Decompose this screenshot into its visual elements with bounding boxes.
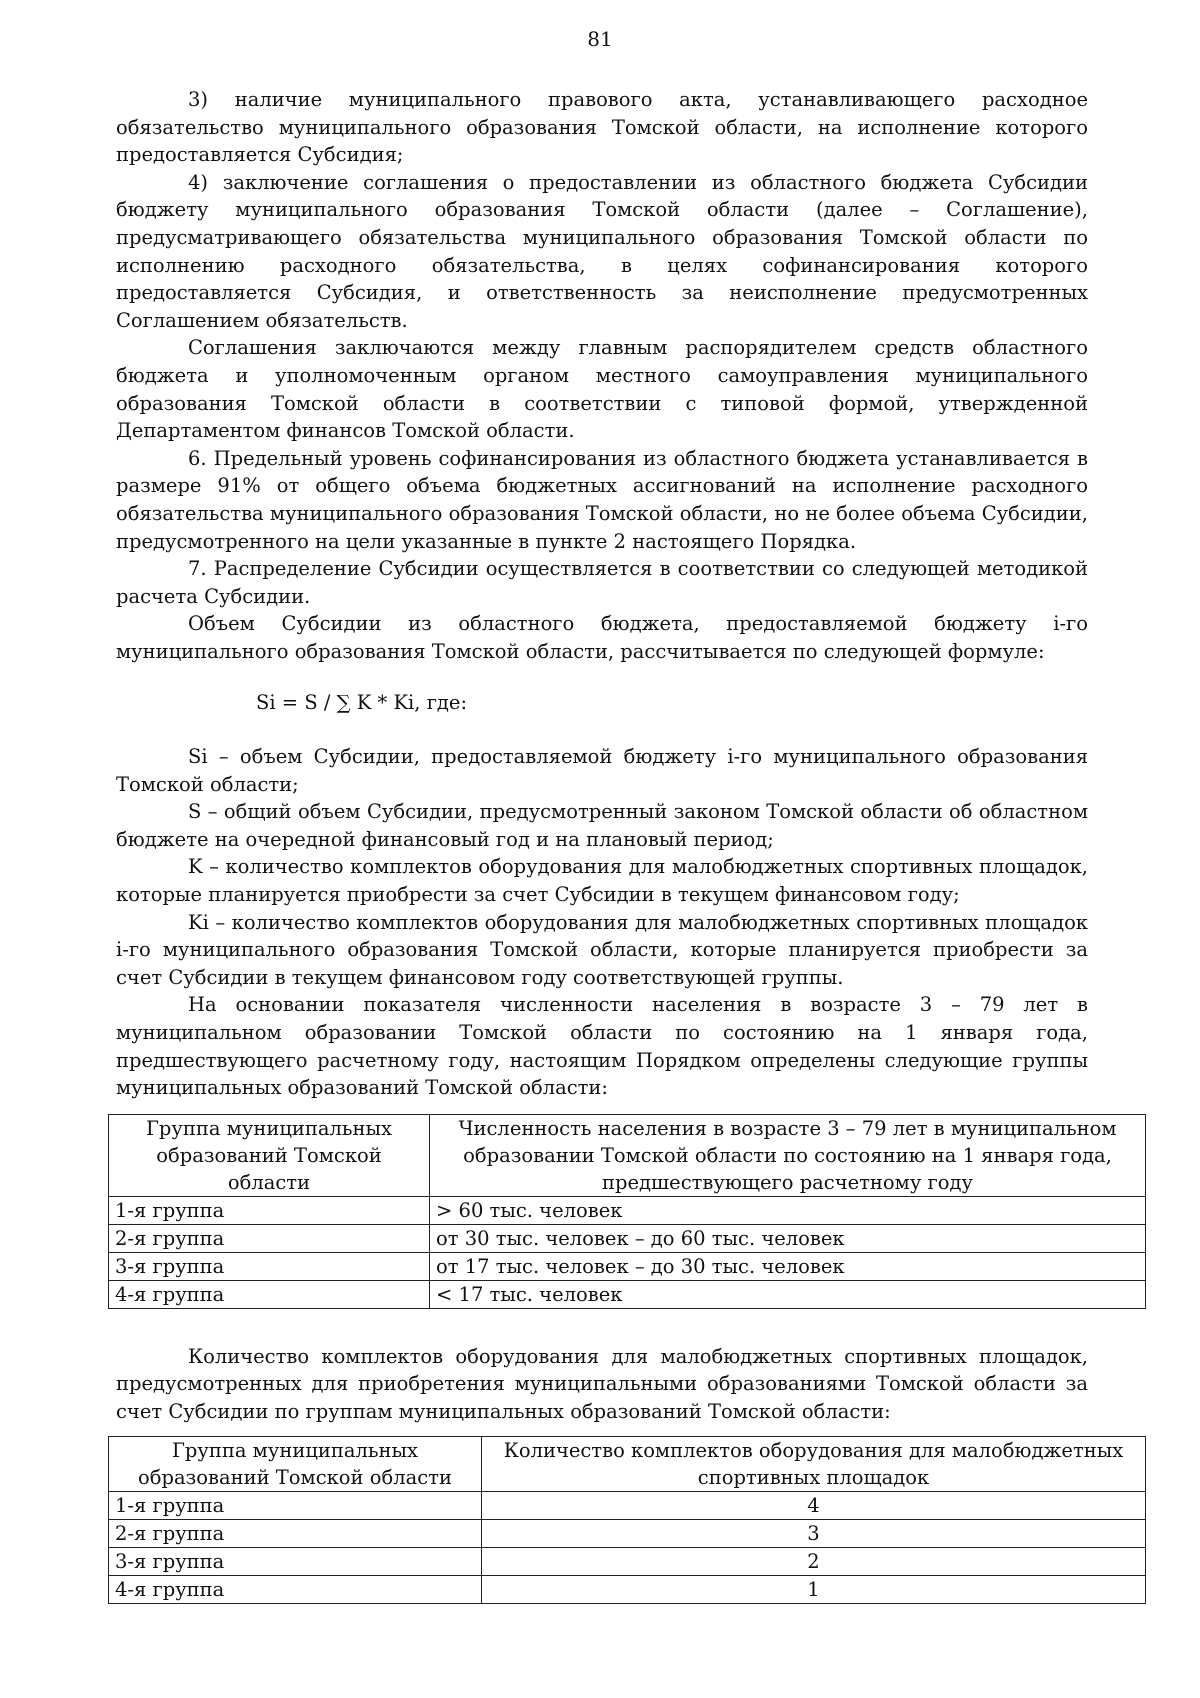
table-header-population: Численность населения в возрасте 3 – 79 лет в муниципальном образовании Томской области по состоянию на 1 января года, предшествующего расчетному году bbox=[430, 1114, 1146, 1196]
table-row bbox=[109, 1252, 1146, 1280]
paragraph-item-6: 6. Предельный уровень софинансирования из областного бюджета устанавливается в размере 91% от общего объема бюджетных ассигнований на исполнение расходного обязательства муниципального образования Томской области, но не более объема Субсидии, предусмотренного на цели указанные в пункте 2 настоящего Порядка. bbox=[116, 446, 1088, 553]
equipment-kits-table bbox=[108, 1436, 1146, 1604]
group-cell: 3-я группа bbox=[109, 1547, 482, 1575]
table-row bbox=[109, 1196, 1146, 1224]
group-cell: 2-я группа bbox=[109, 1224, 430, 1252]
group-cell: 4-я группа bbox=[109, 1280, 430, 1308]
table-row bbox=[109, 1519, 1146, 1547]
definition-s: S – общий объем Субсидии, предусмотренный законом Томской области об областном бюджете на очередной финансовый год и на плановый период; bbox=[116, 800, 1088, 851]
paragraph-equipment-intro: Количество комплектов оборудования для малобюджетных спортивных площадок, предусмотренных для приобретения муниципальными образованиями Томской области за счет Субсидии по группам муниципальных образований Томской области: bbox=[116, 1344, 1088, 1423]
group-cell: 1-я группа bbox=[109, 1196, 430, 1224]
paragraph-formula-intro: Объем Субсидии из областного бюджета, предоставляемой бюджету i-го муниципального образования Томской области, рассчитывается по следующей формуле: bbox=[116, 612, 1088, 663]
paragraph-item-3: 3) наличие муниципального правового акта, устанавливающего расходное обязательство муниципального образования Томской области, на исполнение которого предоставляется Субсидия; bbox=[116, 88, 1088, 167]
definition-ki: Ki – количество комплектов оборудования для малобюджетных спортивных площадок i-го муниципального образования Томской области, которые планируется приобрести за счет Субсидии в текущем финансовом году соответствующей группы. bbox=[116, 910, 1088, 989]
table-row bbox=[109, 1280, 1146, 1308]
table-row bbox=[109, 1575, 1146, 1603]
kits-cell: 4 bbox=[482, 1491, 1146, 1519]
kits-cell: 3 bbox=[482, 1519, 1146, 1547]
population-cell: от 30 тыс. человек – до 60 тыс. человек bbox=[430, 1224, 1146, 1252]
definition-si: Si – объем Субсидии, предоставляемой бюджету i-го муниципального образования Томской области; bbox=[116, 745, 1088, 796]
table-header-kits: Количество комплектов оборудования для малобюджетных спортивных площадок bbox=[482, 1436, 1146, 1491]
table-header-group: Группа муниципальных образований Томской области bbox=[109, 1436, 482, 1491]
population-cell: от 17 тыс. человек – до 30 тыс. человек bbox=[430, 1252, 1146, 1280]
group-cell: 1-я группа bbox=[109, 1491, 482, 1519]
table-header-row bbox=[109, 1114, 1146, 1196]
paragraph-groups-intro: На основании показателя численности населения в возрасте 3 – 79 лет в муниципальном образовании Томской области по состоянию на 1 января года, предшествующего расчетному году, настоящим Порядком определены следующие группы муниципальных образований Томской области: bbox=[116, 993, 1088, 1100]
kits-cell: 1 bbox=[482, 1575, 1146, 1603]
page-number: 81 bbox=[587, 27, 613, 51]
formula: Si = S / ∑ K * Ki, где: bbox=[256, 691, 468, 715]
paragraph-item-4: 4) заключение соглашения о предоставлении из областного бюджета Субсидии бюджету муниципального образования Томской области (далее – Соглашение), предусматривающего обязательства муниципального образования Томской области по исполнению расходного обязательства, в целях софинансирования которого предоставляется Субсидия, и ответственность за неисполнение предусмотренных Соглашением обязательств. bbox=[116, 170, 1088, 332]
group-cell: 4-я группа bbox=[109, 1575, 482, 1603]
table-header-group: Группа муниципальных образований Томской области bbox=[109, 1114, 430, 1196]
group-cell: 3-я группа bbox=[109, 1252, 430, 1280]
table-header-row bbox=[109, 1436, 1146, 1491]
document-body bbox=[115, 86, 1124, 1604]
group-cell: 2-я группа bbox=[109, 1519, 482, 1547]
paragraph-agreements: Соглашения заключаются между главным распорядителем средств областного бюджета и уполномоченным органом местного самоуправления муниципального образования Томской области в соответствии с типовой формой, утвержденной Департаментом финансов Томской области. bbox=[116, 336, 1088, 443]
paragraph-item-7: 7. Распределение Субсидии осуществляется в соответствии со следующей методикой расчета Субсидии. bbox=[116, 557, 1088, 608]
table-row bbox=[109, 1491, 1146, 1519]
kits-cell: 2 bbox=[482, 1547, 1146, 1575]
population-groups-table bbox=[108, 1114, 1146, 1309]
population-cell: < 17 тыс. человек bbox=[430, 1280, 1146, 1308]
definition-k: K – количество комплектов оборудования для малобюджетных спортивных площадок, которые планируется приобрести за счет Субсидии в текущем финансовом году; bbox=[116, 855, 1088, 907]
table-row bbox=[109, 1224, 1146, 1252]
population-cell: > 60 тыс. человек bbox=[430, 1196, 1146, 1224]
table-row bbox=[109, 1547, 1146, 1575]
